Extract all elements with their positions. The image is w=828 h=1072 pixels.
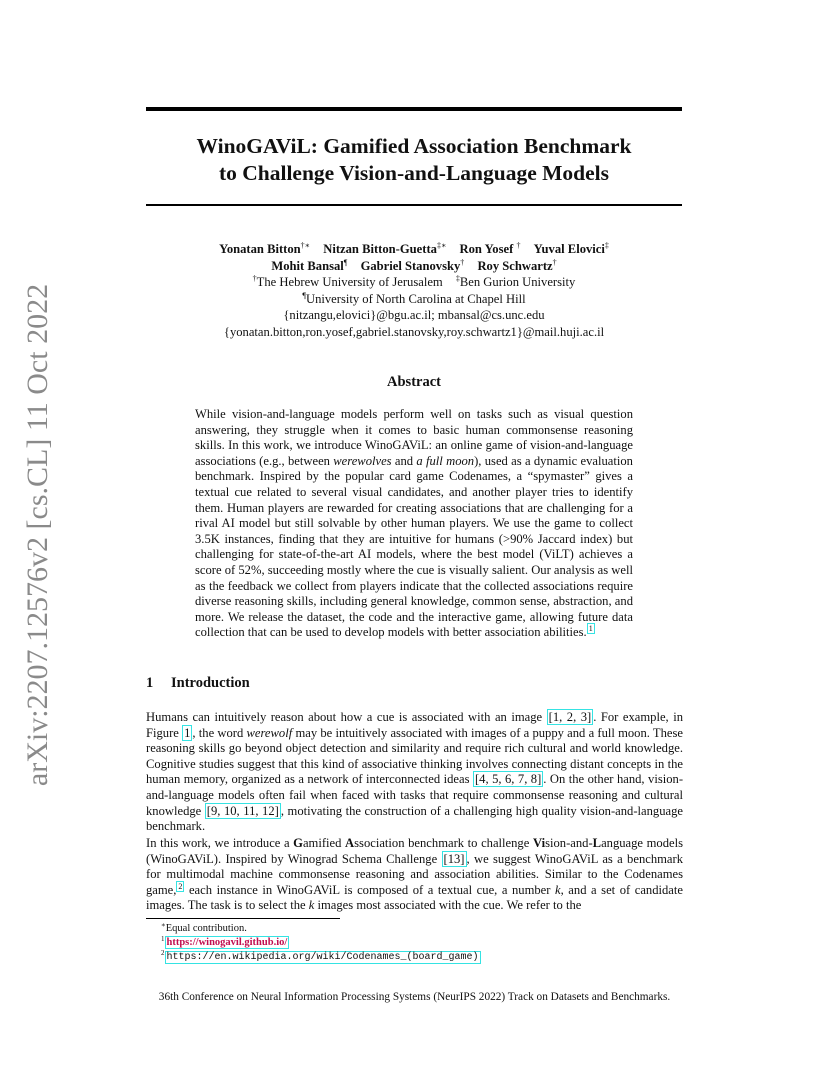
affil-mark: † (552, 257, 557, 267)
citation-link[interactable]: [13] (443, 851, 465, 866)
author-name: Roy Schwartz (477, 258, 553, 273)
math-symbol: k (308, 898, 315, 913)
body-text: sion-and- (545, 836, 593, 850)
acronym-letter: Vi (532, 836, 546, 850)
authors-line-1 (146, 241, 682, 258)
abstract-body (195, 407, 633, 641)
footnote-0 (161, 922, 481, 936)
title-bottom-rule (146, 204, 682, 206)
affil-mark: ¶ (302, 290, 306, 300)
citation-link[interactable]: [9, 10, 11, 12] (206, 803, 279, 818)
acronym-letter: L (592, 836, 602, 850)
project-url-link[interactable]: https://winogavil.github.io/ (166, 937, 288, 948)
author-name: Gabriel Stanovsky (360, 258, 461, 273)
arxiv-stamp-text: arXiv:2207.12576v2 [cs.CL] 11 Oct 2022 (21, 283, 54, 787)
abstract-text: ), used as a dynamic evaluation benchmark. Inspired by the popular card game Codenames, a “spymaster” gives a textual cue related to several visual candidates, and another player tries to identify them. Human players are rewarded for creating associations that are challenging for a rival AI model but still solvable by other human players. We use the game to collect 3.5K instances, finding that they are intuitive for humans (>90% Jaccard index) but challenging for state-of-the-art AI models, where the best model (ViLT) achieves a score of 52%, succeeding mostly where the cue is visually salient. Our analysis as well as the feedback we collect from players indicate that the collected associations require diverse reasoning skills, including general knowledge, common sense, abstraction, and more. We release the dataset, the code and the interactive game, allowing future data collection that can be used to develop models with better association abilities. (195, 453, 633, 640)
footnote-rule (146, 918, 340, 919)
body-text: ssociation benchmark to challenge (354, 836, 533, 850)
authors-line-2 (146, 258, 682, 275)
footnote-link-1[interactable]: 1 (588, 624, 593, 634)
author-name: Mohit Bansal (271, 258, 344, 273)
conference-footer: 36th Conference on Neural Information Processing Systems (NeurIPS 2022) Track on Datasets and Benchmarks. (158, 991, 671, 1003)
footnotes (161, 922, 481, 965)
affil-mark: † (516, 241, 521, 250)
acronym-letter: A (345, 836, 355, 850)
citation-link[interactable]: [4, 5, 6, 7, 8] (474, 772, 542, 787)
body-text: Humans can intuitively reason about how a cue is associated with an image (146, 710, 547, 724)
affil-mark: †∗ (300, 241, 311, 250)
math-symbol: k (555, 882, 561, 897)
affil-mark: ¶ (343, 257, 348, 267)
body-text: , motivating the construction of a challenging high quality vision-and-language benchmark. (146, 803, 684, 834)
wikipedia-url-link[interactable]: https://en.wikipedia.org/wiki/Codenames_(board_game) (166, 952, 479, 963)
figure-link[interactable]: 1 (184, 725, 191, 740)
author-name: Yuval Elovici (533, 242, 605, 256)
body-text: . For example, in Figure (146, 710, 683, 740)
citation-link[interactable]: [1, 2, 3] (548, 710, 592, 724)
footnote-text: Equal contribution. (165, 923, 247, 934)
title-line-1: WinoGAViL: Gamified Association Benchmark (196, 134, 632, 158)
title-top-rule (146, 107, 682, 111)
affil-mark: † (460, 257, 465, 267)
abstract-text: and (391, 453, 417, 468)
footnote-link-2[interactable]: 2 (178, 881, 183, 891)
acronym-letter: G (293, 836, 303, 850)
affiliation: The Hebrew University of Jerusalem (256, 275, 443, 289)
section-title: Introduction (171, 675, 250, 691)
email-line-2: {yonatan.bitton,ron.yosef,gabriel.stanovsky,roy.schwartz1}@mail.huji.ac.il (223, 324, 605, 339)
affiliation: Ben Gurion University (459, 275, 576, 289)
abstract-text: While vision-and-language models perform well on tasks such as visual question answering, they struggle when it comes to basic human commonsense reasoning skills. In this work, we introduce WinoGAViL: an online game of vision-and-language associations (e.g., between (195, 407, 633, 468)
affiliations-line-1 (146, 274, 682, 291)
footnote-mark: 2 (161, 949, 165, 957)
paper-title (146, 133, 682, 187)
affil-mark: ‡∗ (436, 241, 447, 250)
abstract-heading: Abstract (387, 374, 441, 390)
body-emphasis: werewolf (246, 725, 293, 740)
footnote-2 (161, 950, 481, 965)
author-block (146, 241, 682, 340)
author-name: Nitzan Bitton-Guetta (323, 242, 437, 256)
intro-paragraph-2 (146, 836, 683, 914)
body-text: , we suggest WinoGAViL as a benchmark for multimodal machine commonsense reasoning and association abilities. Similar to the Codenames game, (146, 851, 684, 897)
abstract-emphasis: werewolves (333, 453, 392, 468)
body-text: amified (302, 836, 346, 850)
body-text: anguage models (WinoGAViL). Inspired by Winograd Schema Challenge (146, 836, 684, 866)
body-text: may be intuitively associated with images of a puppy and a full moon. These reasoning skills go beyond object detection and similarity and require rich cultural and world knowledge. Cognitive studies suggest that this kind of associative thinking involves connecting distant concepts in the human memory, organized as a network of interconnected ideas (146, 725, 683, 787)
body-text: , and a set of candidate images. The task is to select the (146, 882, 683, 913)
affil-mark: † (252, 274, 257, 283)
body-text: . On the other hand, vision-and-language models often fail when faced with tasks that require commonsense reasoning and cultural knowledge (146, 772, 684, 818)
affil-mark: ‡ (455, 274, 460, 283)
body-text: , the word (192, 725, 247, 740)
intro-paragraph-1 (146, 710, 683, 835)
footnote-mark: ∗ (161, 921, 166, 929)
body-text: In this work, we introduce a (146, 836, 294, 850)
affiliation: University of North Carolina at Chapel Hill (305, 291, 526, 306)
footnote-1 (161, 936, 481, 950)
section-heading (146, 675, 250, 692)
abstract-emphasis: a full moon (416, 453, 475, 468)
author-name: Yonatan Bitton (219, 242, 301, 256)
footnote-mark: 1 (161, 935, 165, 943)
body-text: each instance in WinoGAViL is composed of a textual cue, a number (184, 882, 556, 897)
section-number: 1 (146, 675, 154, 691)
body-text: images most associated with the cue. We refer to the (314, 898, 582, 913)
affiliations-line-2 (146, 291, 682, 308)
affil-mark: ‡ (604, 241, 609, 250)
email-line-1: {nitzangu,elovici}@bgu.ac.il; mbansal@cs.unc.edu (283, 308, 545, 322)
author-name: Ron Yosef (459, 242, 514, 256)
title-line-2: to Challenge Vision-and-Language Models (218, 161, 610, 185)
